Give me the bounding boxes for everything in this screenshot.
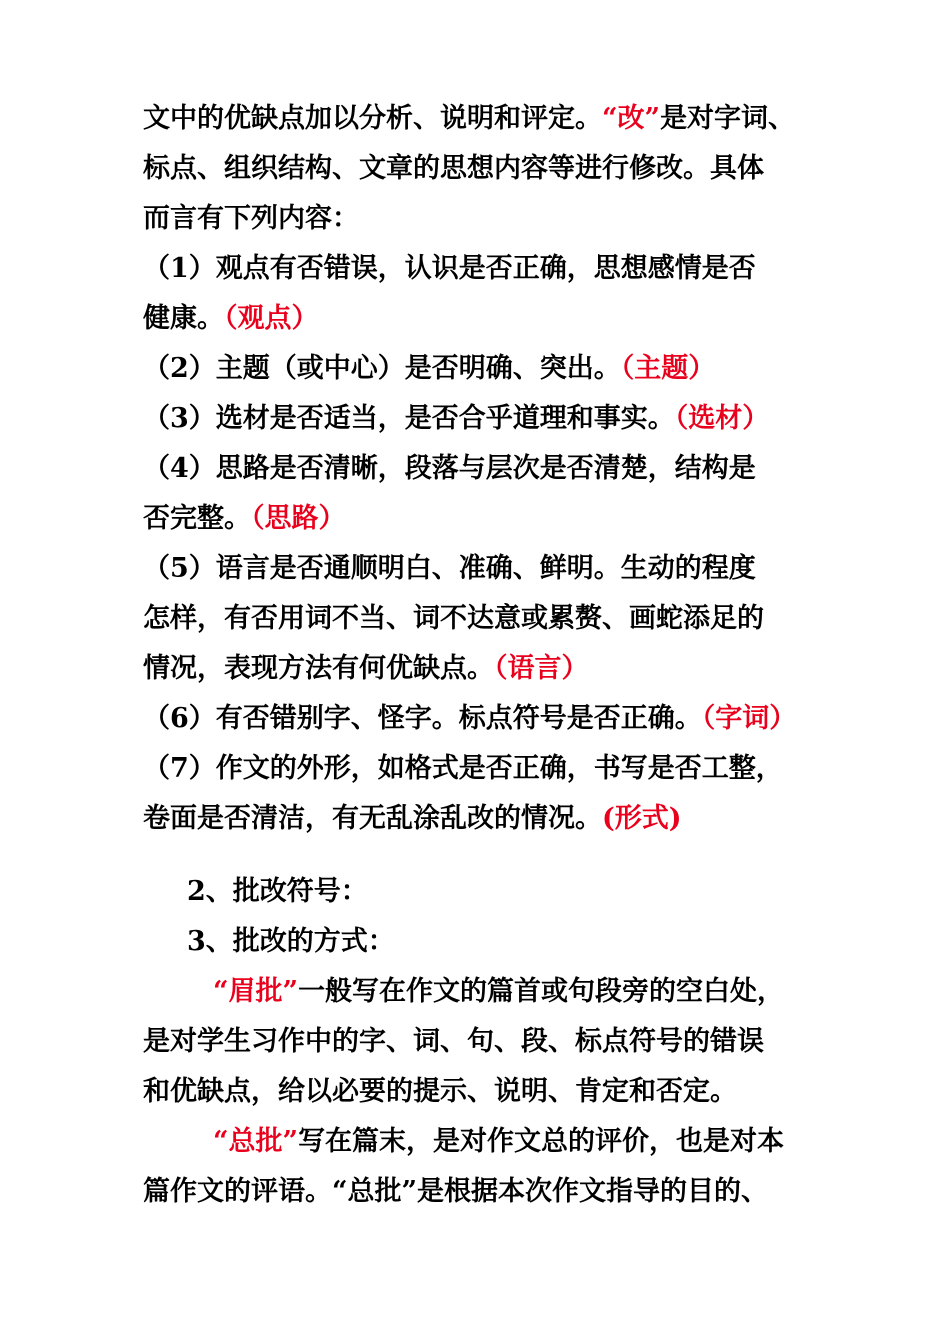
heading-correction-symbols: 2、批改符号： [187,876,368,907]
heading-correction-methods: 3、批改的方式： [187,926,395,957]
section-gap [143,844,823,867]
tag-viewpoint: （观点） [224,303,319,334]
tag-thinking: （思路） [251,503,346,534]
item-6: （6）有否错别字、怪字。标点符号是否正确。（字词） [143,703,797,734]
zongpi-line-1: “总批”写在篇末，是对作文总的评价，也是对本 [213,1126,785,1157]
item-3: （3）选材是否适当，是否合乎道理和事实。（选材） [143,403,770,434]
item-2: （2）主题（或中心）是否明确、突出。（主题） [143,353,716,384]
meipi-line-2: 是对学生习作中的字、词、句、段、标点符号的错误 [143,1026,764,1057]
item-4-line-2: 否完整。（思路） [143,503,346,534]
intro-line-1: 文中的优缺点加以分析、说明和评定。“改”是对字词、 [143,103,796,134]
item-5-line-3: 情况，表现方法有何优缺点。（语言） [143,653,589,684]
item-7-line-2: 卷面是否清洁，有无乱涂乱改的情况。(形式) [143,803,682,834]
item-7-line-1: （7）作文的外形，如格式是否正确，书写是否工整， [143,753,783,784]
item-1-line-2: 健康。（观点） [143,303,319,334]
tag-words: （字词） [701,703,797,734]
tag-theme: （主题） [620,353,716,384]
item-5-line-1: （5）语言是否通顺明白、准确、鲜明。生动的程度 [143,553,756,584]
meipi-line-3: 和优缺点，给以必要的提示、说明、肯定和否定。 [143,1076,737,1107]
intro-line-2: 标点、组织结构、文章的思想内容等进行修改。具体 [143,153,764,184]
meipi-line-1: “眉批”一般写在作文的篇首或句段旁的空白处， [213,976,785,1007]
term-gai: “改” [602,103,661,134]
tag-material: （选材） [674,403,770,434]
zongpi-line-2: 篇作文的评语。“总批”是根据本次作文指导的目的、 [143,1176,769,1207]
term-meipi: “眉批” [213,976,299,1007]
item-4-line-1: （4）思路是否清晰，段落与层次是否清楚，结构是 [143,453,756,484]
term-zongpi: “总批” [213,1126,299,1157]
tag-form: (形式) [602,803,682,834]
item-1-line-1: （1）观点有否错误，认识是否正确，思想感情是否 [143,253,756,284]
document-page [143,94,823,1217]
tag-language: （语言） [494,653,589,684]
intro-line-3: 而言有下列内容： [143,203,359,234]
item-5-line-2: 怎样，有否用词不当、词不达意或累赘、画蛇添足的 [143,603,764,634]
